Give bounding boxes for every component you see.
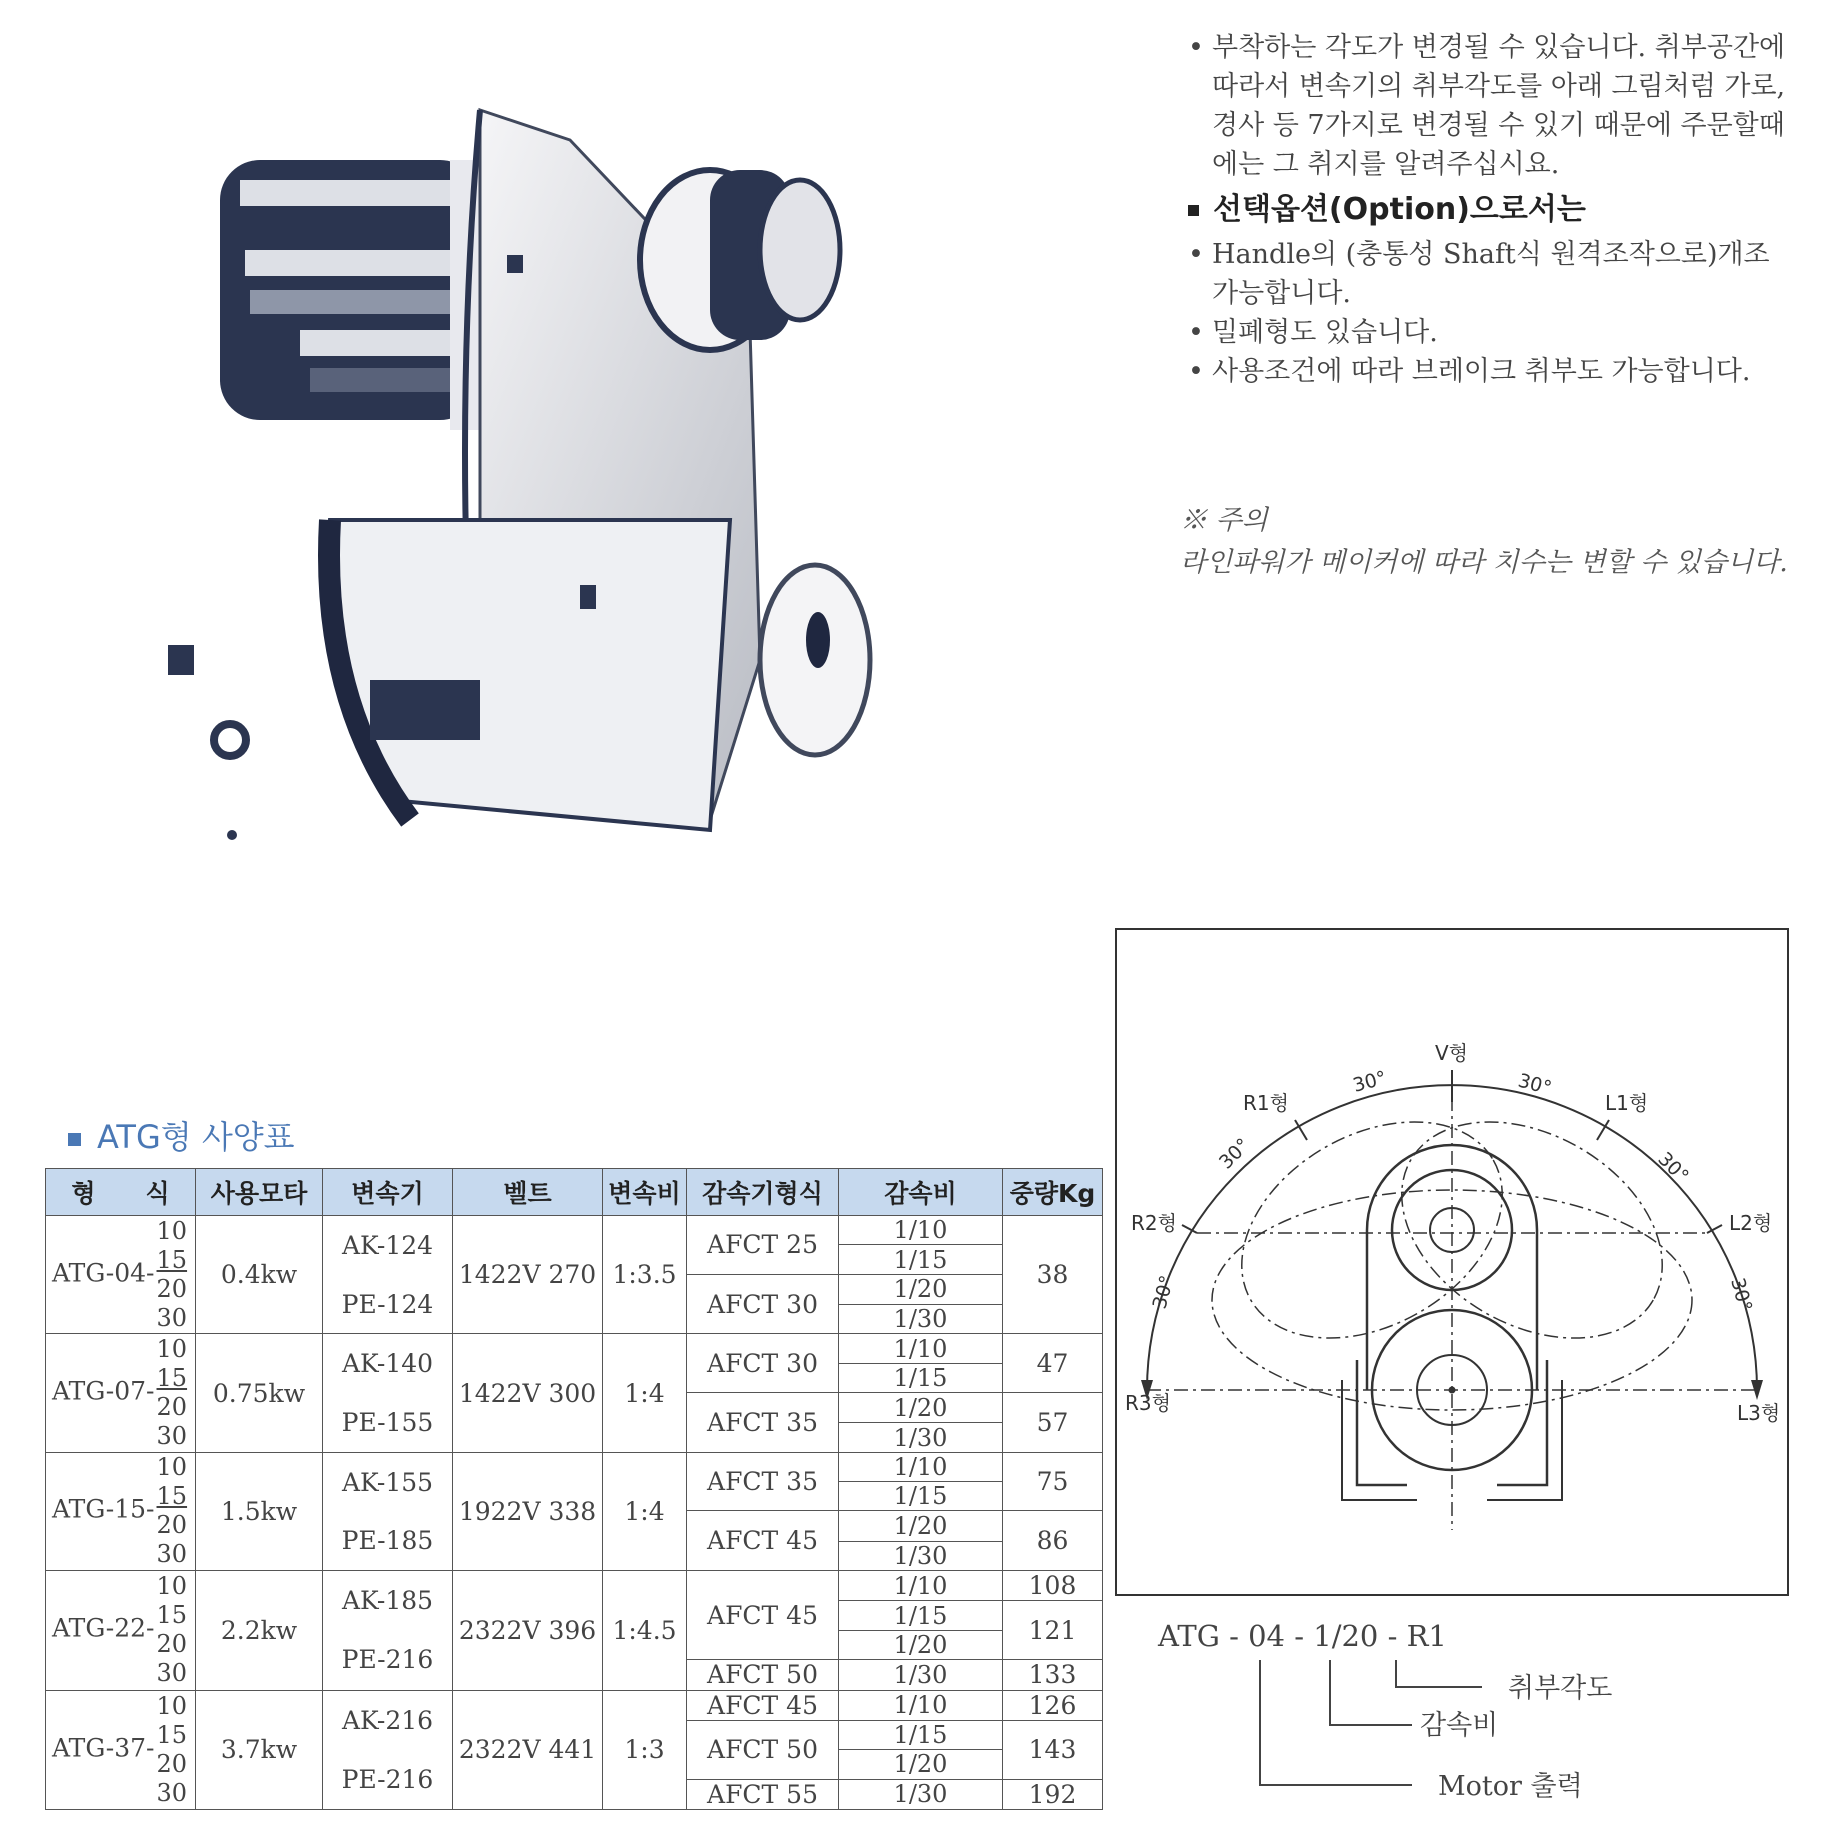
weight-cell: 57 xyxy=(1003,1393,1103,1453)
reduction-cell: 1/15 xyxy=(839,1245,1003,1274)
model-cell: ATG-22- 10 15 20 30 xyxy=(46,1571,196,1690)
header-model: 형 식 xyxy=(46,1169,196,1216)
angle-label: 30° xyxy=(1148,1273,1179,1312)
belt-cell: 2322V 396 xyxy=(453,1571,603,1690)
motor-cell: 3.7kw xyxy=(196,1690,323,1810)
notice xyxy=(1180,500,1788,584)
angle-label: 30° xyxy=(1515,1069,1554,1100)
weight-cell: 143 xyxy=(1003,1720,1103,1779)
table-row xyxy=(46,1334,1103,1363)
label-r2: R2형 xyxy=(1131,1211,1177,1235)
notes-section xyxy=(1180,28,1800,391)
header-belt: 벨트 xyxy=(453,1169,603,1216)
label-l1: L1형 xyxy=(1605,1091,1649,1115)
reduction-cell: 1/15 xyxy=(839,1720,1003,1749)
weight-cell: 86 xyxy=(1003,1511,1103,1571)
reducer-cell: AFCT 50 xyxy=(687,1720,839,1779)
header-motor: 사용모타 xyxy=(196,1169,323,1216)
header-variator: 변속기 xyxy=(323,1169,453,1216)
reducer-cell: AFCT 25 xyxy=(687,1216,839,1275)
reducer-cell: AFCT 35 xyxy=(687,1452,839,1511)
ratio-cell: 1:4.5 xyxy=(603,1571,687,1690)
reduction-cell: 1/20 xyxy=(839,1274,1003,1304)
label-v: V형 xyxy=(1435,1041,1469,1065)
ratio-cell: 1:3.5 xyxy=(603,1216,687,1334)
reduction-cell: 1/10 xyxy=(839,1334,1003,1363)
reducer-cell: AFCT 45 xyxy=(687,1690,839,1720)
reduction-cell: 1/20 xyxy=(839,1750,1003,1779)
reduction-cell: 1/30 xyxy=(839,1779,1003,1809)
ratio-cell: 1:3 xyxy=(603,1690,687,1810)
reducer-cell: AFCT 45 xyxy=(687,1571,839,1660)
reducer-cell: AFCT 45 xyxy=(687,1511,839,1571)
motor-cell: 0.75kw xyxy=(196,1334,323,1452)
reduction-cell: 1/10 xyxy=(839,1571,1003,1601)
motor-cell: 2.2kw xyxy=(196,1571,323,1690)
table-title: ATG형 사양표 xyxy=(68,1112,295,1158)
reducer-cell: AFCT 50 xyxy=(687,1660,839,1690)
weight-cell: 108 xyxy=(1003,1571,1103,1601)
weight-cell: 121 xyxy=(1003,1601,1103,1660)
reduction-cell: 1/30 xyxy=(839,1660,1003,1690)
reducer-cell: AFCT 30 xyxy=(687,1274,839,1334)
label-r3: R3형 xyxy=(1125,1391,1171,1415)
angle-label: 30° xyxy=(1214,1134,1255,1174)
model-code: ATG - 04 - 1/20 - R1 xyxy=(1158,1619,1447,1653)
note-bullet: • 부착하는 각도가 변경될 수 있습니다. 취부공간에 따라서 변속기의 취부각도를 아래 그림처럼 가로, 경사 등 7가지로 변경될 수 있기 때문에 주문할때에는 그 취지를 알려주십시요. xyxy=(1180,28,1800,184)
belt-cell: 1422V 270 xyxy=(453,1216,603,1334)
weight-cell: 126 xyxy=(1003,1690,1103,1720)
weight-cell: 192 xyxy=(1003,1779,1103,1809)
legend-motor-output: Motor 출력 xyxy=(1438,1771,1583,1802)
table-row xyxy=(46,1571,1103,1601)
table-row xyxy=(46,1216,1103,1245)
model-code-legend xyxy=(1120,1610,1820,1820)
reducer-cell: AFCT 55 xyxy=(687,1779,839,1809)
variator-cell: AK-185 PE-216 xyxy=(323,1571,453,1690)
angle-label: 30° xyxy=(1350,1066,1389,1097)
reduction-cell: 1/15 xyxy=(839,1363,1003,1392)
belt-cell: 1922V 338 xyxy=(453,1452,603,1570)
legend-mount-angle: 취부각도 xyxy=(1508,1673,1613,1704)
reduction-cell: 1/15 xyxy=(839,1601,1003,1630)
table-header-row xyxy=(46,1169,1103,1216)
model-cell: ATG-37- 10 15 20 30 xyxy=(46,1690,196,1810)
reduction-cell: 1/20 xyxy=(839,1393,1003,1423)
reduction-cell: 1/30 xyxy=(839,1305,1003,1334)
spec-table xyxy=(45,1168,1103,1810)
product-photo xyxy=(150,100,910,880)
header-ratio: 변속비 xyxy=(603,1169,687,1216)
model-cell: ATG-07- 10 15 20 30 xyxy=(46,1334,196,1452)
belt-cell: 1422V 300 xyxy=(453,1334,603,1452)
label-l3: L3형 xyxy=(1737,1401,1781,1425)
variator-cell: AK-124 PE-124 xyxy=(323,1216,453,1334)
reducer-cell: AFCT 35 xyxy=(687,1393,839,1453)
weight-cell: 47 xyxy=(1003,1334,1103,1393)
weight-cell: 75 xyxy=(1003,1452,1103,1511)
option-bullet: • Handle의 (충통성 Shaft식 원격조작으로)개조 가능합니다. xyxy=(1180,235,1800,313)
reduction-cell: 1/15 xyxy=(839,1482,1003,1511)
reduction-cell: 1/30 xyxy=(839,1423,1003,1452)
angle-label: 30° xyxy=(1653,1147,1693,1188)
reduction-cell: 1/30 xyxy=(839,1541,1003,1570)
variator-cell: AK-155 PE-185 xyxy=(323,1452,453,1570)
belt-cell: 2322V 441 xyxy=(453,1690,603,1810)
ratio-cell: 1:4 xyxy=(603,1452,687,1570)
square-bullet-icon xyxy=(1188,205,1199,216)
ratio-cell: 1:4 xyxy=(603,1334,687,1452)
option-title: 선택옵션(Option)으로서는 xyxy=(1213,192,1586,227)
reduction-cell: 1/20 xyxy=(839,1630,1003,1659)
motor-cell: 0.4kw xyxy=(196,1216,323,1334)
header-reducer: 감속기형식 xyxy=(687,1169,839,1216)
legend-reduction: 감속비 xyxy=(1420,1710,1499,1741)
reduction-cell: 1/20 xyxy=(839,1511,1003,1541)
variator-cell: AK-140 PE-155 xyxy=(323,1334,453,1452)
variator-cell: AK-216 PE-216 xyxy=(323,1690,453,1810)
square-bullet-icon xyxy=(68,1133,81,1146)
weight-cell: 133 xyxy=(1003,1660,1103,1690)
label-l2: L2형 xyxy=(1729,1211,1773,1235)
notice-title: ※ 주의 xyxy=(1180,505,1268,536)
angle-label: 30° xyxy=(1726,1275,1757,1314)
option-bullet: • 밀폐형도 있습니다. xyxy=(1180,313,1800,352)
reduction-cell: 1/10 xyxy=(839,1216,1003,1245)
header-weight: 중량Kg xyxy=(1003,1169,1103,1216)
header-reduction: 감속비 xyxy=(839,1169,1003,1216)
motor-cell: 1.5kw xyxy=(196,1452,323,1570)
mounting-angle-diagram xyxy=(1115,928,1789,1596)
reducer-cell: AFCT 30 xyxy=(687,1334,839,1393)
model-cell: ATG-04- 10 15 20 30 xyxy=(46,1216,196,1334)
option-heading xyxy=(1188,190,1800,229)
reduction-cell: 1/10 xyxy=(839,1452,1003,1481)
reduction-cell: 1/10 xyxy=(839,1690,1003,1720)
motor-illustration xyxy=(220,160,490,430)
option-bullet: • 사용조건에 따라 브레이크 취부도 가능합니다. xyxy=(1180,352,1800,391)
weight-cell: 38 xyxy=(1003,1216,1103,1334)
notice-text: 라인파워가 메이커에 따라 치수는 변할 수 있습니다. xyxy=(1180,547,1788,578)
table-row xyxy=(46,1690,1103,1720)
label-r1: R1형 xyxy=(1243,1091,1289,1115)
table-row xyxy=(46,1452,1103,1481)
model-cell: ATG-15- 10 15 20 30 xyxy=(46,1452,196,1570)
